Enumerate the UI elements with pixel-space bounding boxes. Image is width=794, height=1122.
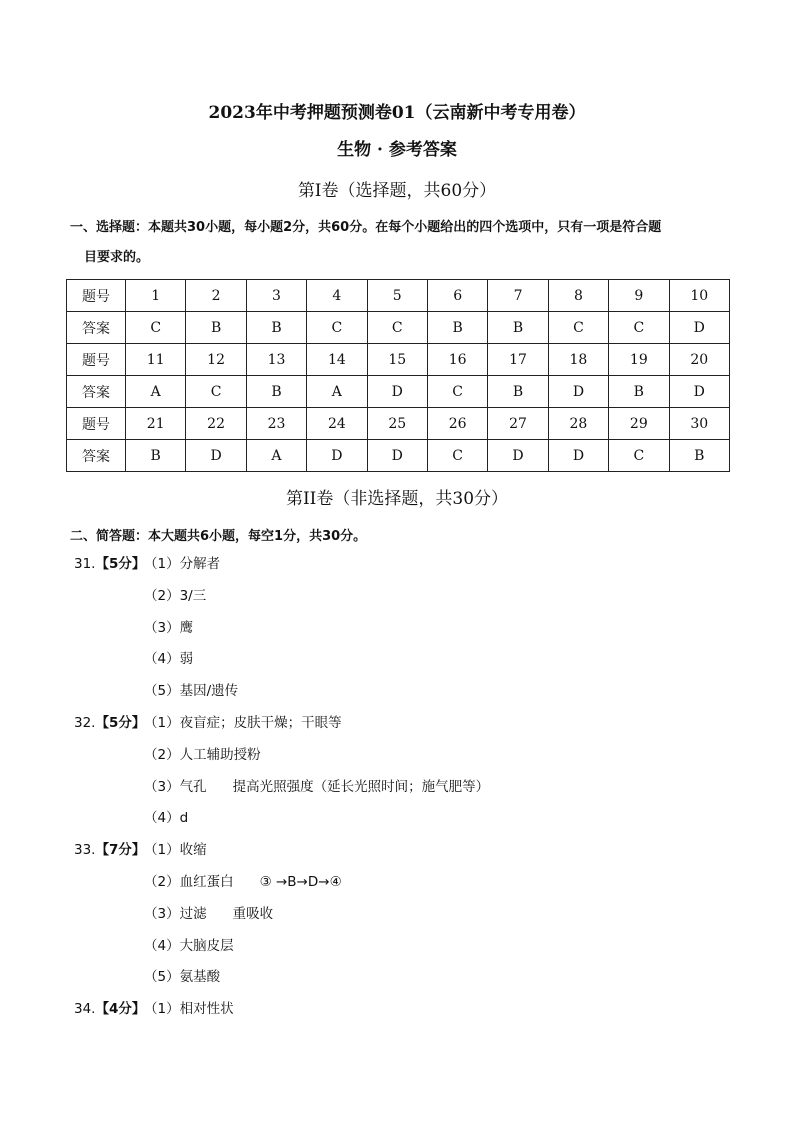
answer-text: （3）气孔 [144,778,207,795]
question-score: 【4分】 [95,1001,146,1018]
answer-line [74,581,734,613]
answer-text: （1）分解者 [144,556,221,572]
question-label-cell: 题号 [67,408,126,440]
answer-cell: D [186,440,246,472]
short-answer-list [74,549,734,1026]
question-number-cell: 2 [186,280,246,312]
answer-cell: D [669,312,729,344]
answer-label-cell: 答案 [67,440,126,472]
question-score: 【7分】 [95,842,146,859]
part1-title: 第Ⅰ卷（选择题，共60分） [297,181,497,201]
answer-cell: C [609,440,669,472]
question-number-cell: 15 [367,344,427,376]
answer-cell: D [367,376,427,408]
answer-line [74,740,734,772]
question-number-cell: 4 [307,280,367,312]
answer-cell: D [307,440,367,472]
answer-line [74,644,734,676]
table-row-question [67,344,730,376]
answer-cell: D [548,376,608,408]
section1-line2: 目要求的。 [84,250,150,265]
question-number-cell: 20 [669,344,729,376]
question-number-cell: 30 [669,408,729,440]
question-number-cell: 28 [548,408,608,440]
answer-cell: D [367,440,427,472]
answer-line [74,899,734,931]
answer-cell: B [186,312,246,344]
answer-text: （2）人工辅助授粉 [144,746,261,763]
question-number [74,708,144,740]
answer-line [74,549,734,581]
question-number-cell: 12 [186,344,246,376]
answer-cell: B [427,312,487,344]
answer-text: （4）弱 [144,651,194,668]
question-number-cell: 9 [609,280,669,312]
question-number-cell: 6 [427,280,487,312]
answer-text: （5）基因/遗传 [144,683,239,700]
answer-text: （4）大脑皮层 [144,937,234,954]
table-row-question [67,408,730,440]
answer-line [74,835,734,867]
table-row-answer [67,376,730,408]
answer-text: （1）夜盲症；皮肤干燥；干眼等 [144,714,342,731]
answer-line [74,676,734,708]
answer-cell: D [488,440,548,472]
answer-label-cell: 答案 [67,312,126,344]
answer-text: （1）相对性状 [144,1001,234,1018]
answer-text: （3）过滤 [144,905,207,922]
answer-text: （2）3/三 [144,587,207,604]
answer-cell: C [609,312,669,344]
answer-cell: B [126,440,186,472]
question-number-cell: 29 [609,408,669,440]
section2-heading: 二、简答题：本大题共6小题，每空1分，共30分。 [70,529,367,544]
answer-cell: B [488,312,548,344]
answer-cell: B [669,440,729,472]
question-number-cell: 10 [669,280,729,312]
answer-cell: C [367,312,427,344]
answer-line [74,867,734,899]
question-number-cell: 19 [609,344,669,376]
answer-cell: A [246,440,306,472]
question-number-cell: 3 [246,280,306,312]
answer-line [74,962,734,994]
question-score: 【5分】 [95,556,146,572]
section1-instructions [70,213,740,273]
table-row-question [67,280,730,312]
answer-line [74,613,734,645]
table-row-answer [67,312,730,344]
answer-cell: D [548,440,608,472]
question-number-cell: 27 [488,408,548,440]
answer-cell: B [246,312,306,344]
question-number-cell: 8 [548,280,608,312]
question-number-cell: 7 [488,280,548,312]
question-number-cell: 24 [307,408,367,440]
question-number [74,994,144,1026]
question-number [74,835,144,867]
question-num-text: 34. [74,1001,96,1018]
question-number-cell: 11 [126,344,186,376]
answer-cell: C [307,312,367,344]
answer-cell: C [427,376,487,408]
document-subtitle: 生物 · 参考答案 [337,140,457,160]
question-number-cell: 26 [427,408,487,440]
answer-text: 提高光照强度（延长光照时间；施气肥等） [232,778,490,795]
answer-text: ③ →B→D→④ [259,873,342,890]
answer-text: （2）血红蛋白 [144,873,234,890]
answer-line [74,772,734,804]
answer-cell: C [186,376,246,408]
question-number-cell: 16 [427,344,487,376]
question-number-cell: 22 [186,408,246,440]
question-number-cell: 23 [246,408,306,440]
answer-line [74,994,734,1026]
question-label-cell: 题号 [67,280,126,312]
question-number-cell: 1 [126,280,186,312]
answer-text: （4）d [144,810,189,827]
section1-line1: 一、选择题：本题共30小题，每小题2分，共60分。在每个小题给出的四个选项中，只有一项是符合题 [70,220,662,235]
answer-text: 重吸收 [232,905,274,922]
answer-cell: C [548,312,608,344]
question-number-cell: 13 [246,344,306,376]
question-number-cell: 25 [367,408,427,440]
table-row-answer [67,440,730,472]
question-number-cell: 14 [307,344,367,376]
question-number-cell: 21 [126,408,186,440]
question-num-text: 31. [74,556,96,572]
answer-line [74,803,734,835]
answer-cell: B [609,376,669,408]
question-label-cell: 题号 [67,344,126,376]
answer-cell: C [126,312,186,344]
answer-line [74,931,734,963]
answer-cell: B [246,376,306,408]
answer-text: （5）氨基酸 [144,969,221,986]
question-num-text: 33. [74,842,96,859]
question-num-text: 32. [74,714,96,731]
answer-cell: B [488,376,548,408]
document-title: 2023年中考押题预测卷01（云南新中考专用卷） [208,103,586,123]
question-number-cell: 17 [488,344,548,376]
answer-key-table [66,279,730,472]
answer-text: （3）鹰 [144,619,194,636]
answer-cell: A [307,376,367,408]
question-number [74,549,144,581]
answer-cell: D [669,376,729,408]
answer-label-cell: 答案 [67,376,126,408]
answer-cell: C [427,440,487,472]
answer-cell: A [126,376,186,408]
question-number-cell: 5 [367,280,427,312]
answer-text: （1）收缩 [144,842,207,859]
question-score: 【5分】 [95,714,146,731]
part2-title: 第II卷（非选择题，共30分） [285,489,509,509]
question-number-cell: 18 [548,344,608,376]
answer-line [74,708,734,740]
